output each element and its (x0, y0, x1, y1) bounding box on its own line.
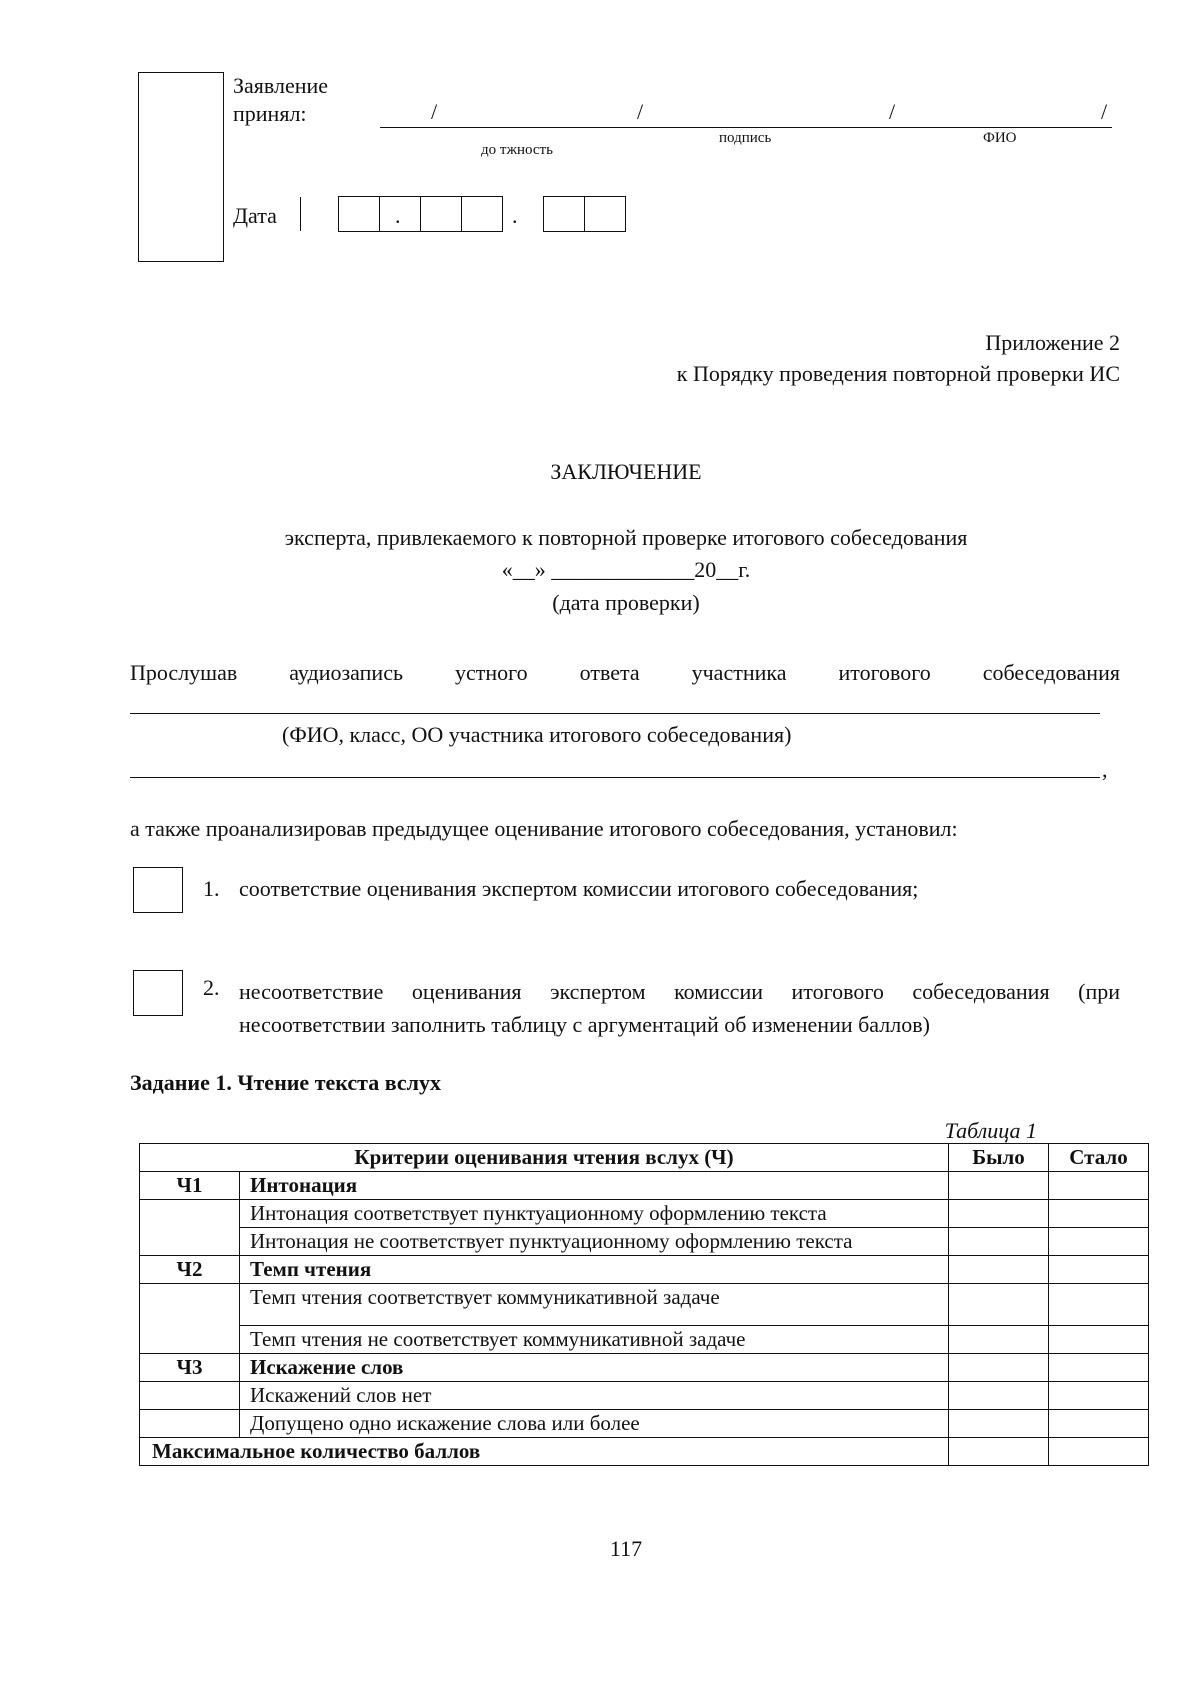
accepted-label-line1: Заявление (233, 73, 329, 98)
score-after-cell[interactable] (1049, 1256, 1149, 1284)
criterion-code: Ч3 (140, 1354, 240, 1382)
page-subtitle: эксперта, привлекаемого к повторной проверке итогового собеседования (284, 525, 968, 550)
table-caption: Таблица 1 (944, 1118, 1037, 1143)
slash-2: / (637, 99, 644, 124)
page-number: 117 (609, 1536, 643, 1561)
total-before-cell[interactable] (949, 1438, 1049, 1466)
score-after-cell[interactable] (1049, 1326, 1149, 1354)
score-after-cell[interactable] (1049, 1200, 1149, 1228)
criterion-option: Допущено одно искажение слова или более (240, 1410, 949, 1438)
page-title: ЗАКЛЮЧЕНИЕ (550, 459, 702, 484)
table-row (140, 1256, 1149, 1284)
score-before-cell[interactable] (949, 1284, 1049, 1326)
date-year-cell-1[interactable] (543, 196, 585, 232)
header-criteria: Критерии оценивания чтения вслух (Ч) (140, 1144, 949, 1172)
criteria-table (139, 1143, 1149, 1466)
check-date-caption: (дата проверки) (552, 590, 700, 615)
table-row (140, 1326, 1149, 1354)
option1-checkbox[interactable] (133, 867, 183, 913)
date-dot-1: . (395, 203, 401, 228)
table-row (140, 1354, 1149, 1382)
criterion-title: Интонация (240, 1172, 949, 1200)
score-after-cell[interactable] (1049, 1354, 1149, 1382)
option1-number: 1. (203, 876, 220, 901)
date-label: Дата (233, 203, 277, 228)
option2-number: 2. (203, 975, 220, 1000)
date-month-cell-1[interactable] (420, 196, 462, 232)
appendix-line1: Приложение 2 (985, 330, 1120, 355)
option2-checkbox[interactable] (133, 970, 183, 1016)
score-before-cell[interactable] (949, 1354, 1049, 1382)
score-before-cell[interactable] (949, 1200, 1049, 1228)
score-before-cell[interactable] (949, 1228, 1049, 1256)
score-after-cell[interactable] (1049, 1410, 1149, 1438)
accepted-label (233, 72, 328, 128)
table-total-row (140, 1438, 1149, 1466)
listened-line (130, 660, 1120, 686)
criterion-title: Искажение слов (240, 1354, 949, 1382)
position-caption: до тжность (481, 142, 553, 158)
fio-caption: ФИО (983, 130, 1017, 146)
criterion-option: Интонация соответствует пунктуационному оформлению текста (240, 1200, 949, 1228)
date-separator (300, 197, 301, 231)
table-header-row (140, 1144, 1149, 1172)
score-after-cell[interactable] (1049, 1284, 1149, 1326)
table-row (140, 1200, 1149, 1228)
slash-3: / (889, 99, 896, 124)
signature-caption: подпись (719, 130, 772, 146)
slash-4: / (1101, 99, 1108, 124)
receipt-stamp-box (138, 72, 224, 262)
check-date-line: «__» _____________20__г. (501, 557, 751, 582)
header-after: Стало (1049, 1144, 1149, 1172)
date-month-cell-2[interactable] (461, 196, 503, 232)
option2-text: несоответствие оценивания экспертом комиссии итогового собеседования (при несоответствии заполнить таблицу с аргументаций об изменении баллов) (239, 979, 1120, 1037)
listened-word-2: аудиозапись (289, 660, 404, 685)
header-before: Было (949, 1144, 1049, 1172)
criterion-code: Ч1 (140, 1172, 240, 1200)
date-day-cell-1[interactable] (338, 196, 380, 232)
criterion-option: Искажений слов нет (240, 1382, 949, 1410)
task-title: Задание 1. Чтение текста вслух (130, 1070, 441, 1095)
date-dot-2: . (512, 203, 518, 228)
table-row (140, 1172, 1149, 1200)
total-label: Максимальное количество баллов (140, 1438, 949, 1466)
listened-word-4: ответа (579, 660, 640, 685)
accepted-label-line2: принял: (233, 101, 307, 126)
score-after-cell[interactable] (1049, 1172, 1149, 1200)
listened-word-1: Прослушав (130, 660, 238, 685)
criterion-code-empty (140, 1410, 240, 1438)
analysis-text: а также проанализировав предыдущее оценивание итогового собеседования, установил: (130, 816, 958, 841)
participant-line-1[interactable] (130, 713, 1100, 714)
participant-caption: (ФИО, класс, ОО участника итогового собеседования) (282, 722, 792, 747)
signature-line (380, 127, 1112, 128)
criterion-option: Темп чтения соответствует коммуникативной задаче (240, 1284, 949, 1326)
score-before-cell[interactable] (949, 1410, 1049, 1438)
date-year-cell-2[interactable] (584, 196, 626, 232)
criterion-option: Интонация не соответствует пунктуационному оформлению текста (240, 1228, 949, 1256)
slash-1: / (431, 99, 438, 124)
appendix-line2: к Порядку проведения повторной проверки ИС (676, 361, 1120, 386)
score-before-cell[interactable] (949, 1172, 1049, 1200)
listened-word-5: участника (691, 660, 787, 685)
score-after-cell[interactable] (1049, 1228, 1149, 1256)
listened-word-7: собеседования (982, 660, 1120, 685)
participant-comma: , (1102, 757, 1108, 782)
score-before-cell[interactable] (949, 1326, 1049, 1354)
participant-line-2[interactable] (130, 777, 1100, 778)
score-before-cell[interactable] (949, 1256, 1049, 1284)
table-row (140, 1382, 1149, 1410)
option1-text: соответствие оценивания экспертом комиссии итогового собеседования; (239, 876, 919, 901)
listened-word-3: устного (455, 660, 528, 685)
table-row (140, 1410, 1149, 1438)
criterion-option: Темп чтения не соответствует коммуникативной задаче (240, 1326, 949, 1354)
criterion-code: Ч2 (140, 1256, 240, 1284)
criterion-code-empty (140, 1284, 240, 1354)
score-after-cell[interactable] (1049, 1382, 1149, 1410)
score-before-cell[interactable] (949, 1382, 1049, 1410)
total-after-cell[interactable] (1049, 1438, 1149, 1466)
table-row (140, 1228, 1149, 1256)
criterion-code-empty (140, 1382, 240, 1410)
criterion-title: Темп чтения (240, 1256, 949, 1284)
listened-word-6: итогового (838, 660, 931, 685)
table-row (140, 1284, 1149, 1326)
criterion-code-empty (140, 1200, 240, 1256)
